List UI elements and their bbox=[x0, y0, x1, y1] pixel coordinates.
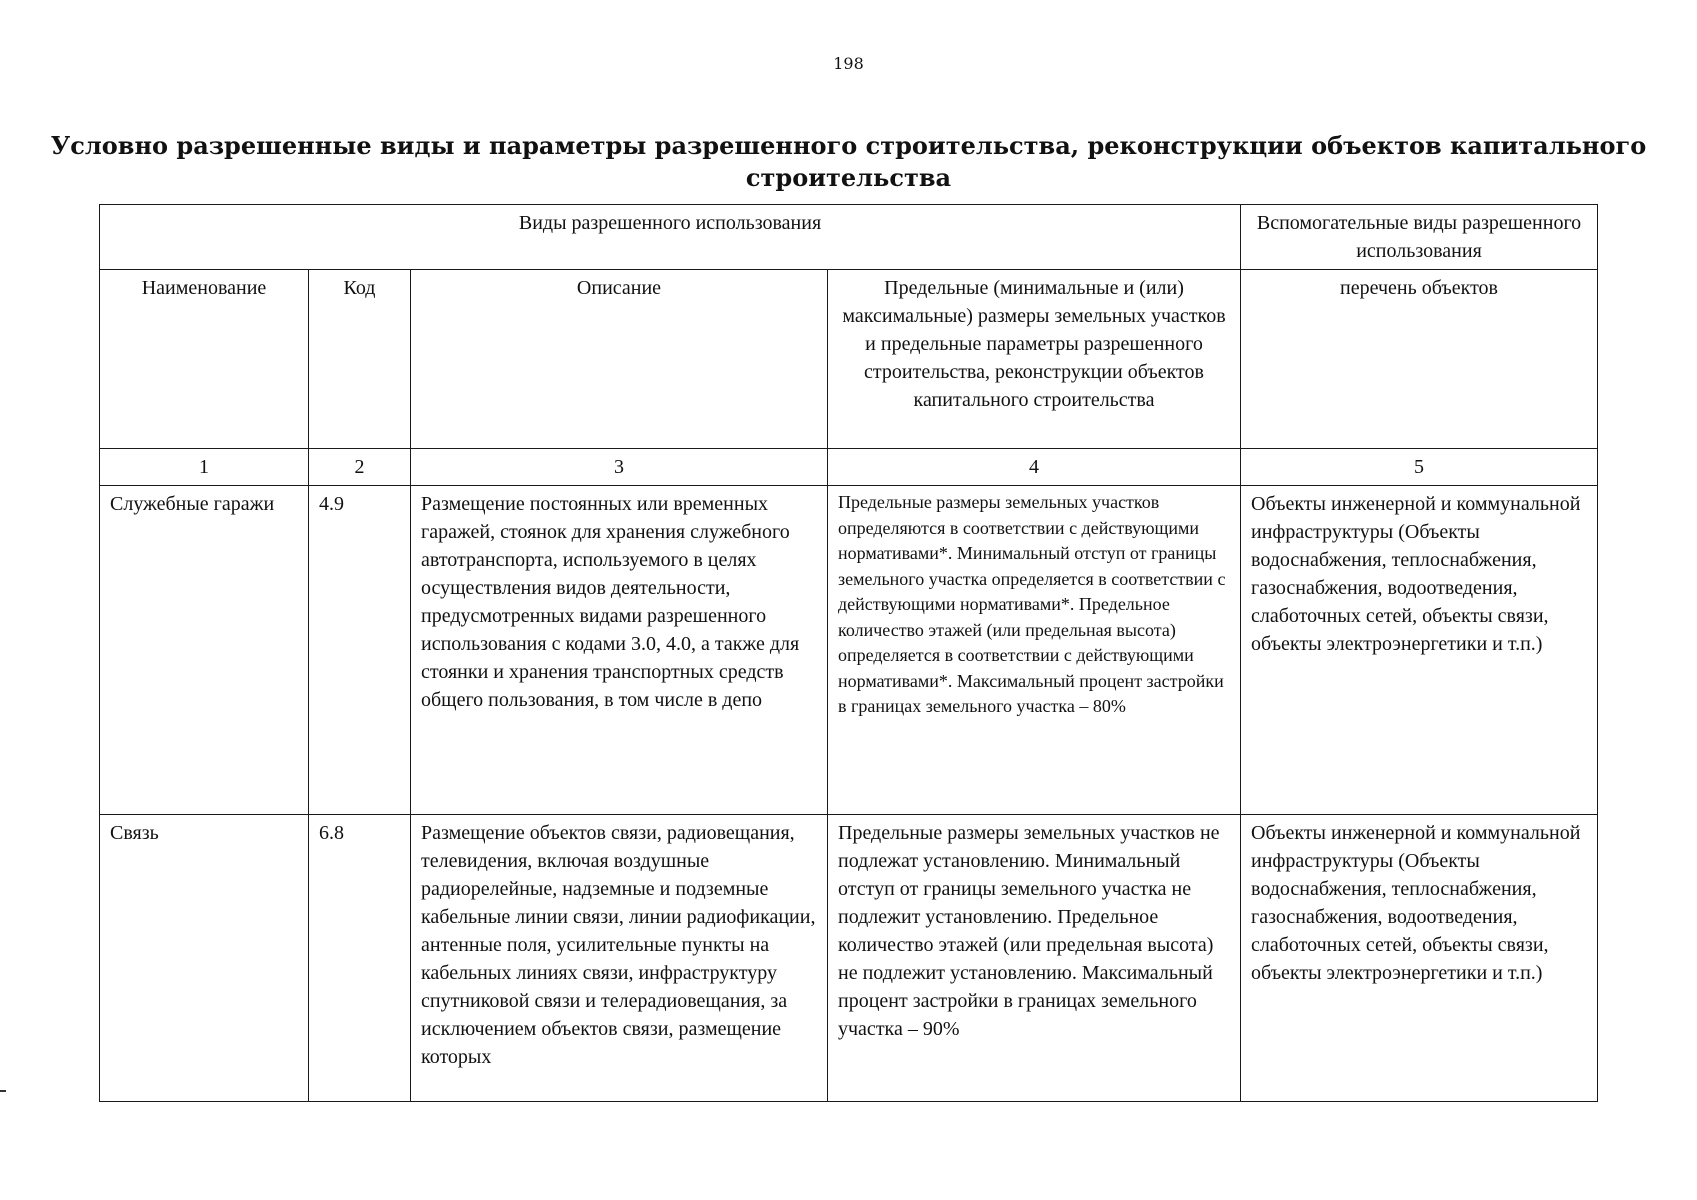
column-number-row bbox=[100, 449, 1598, 486]
table-row bbox=[100, 815, 1598, 1102]
column-header-limits: Предельные (минимальные и (или) максимальные) размеры земельных участков и предельные параметры разрешенного строительства, реконструкции объектов капитального строительства bbox=[828, 270, 1241, 449]
column-number: 1 bbox=[100, 449, 309, 486]
column-number: 2 bbox=[309, 449, 411, 486]
column-number: 3 bbox=[411, 449, 828, 486]
column-number: 4 bbox=[828, 449, 1241, 486]
table-row bbox=[100, 486, 1598, 815]
scan-artifact bbox=[0, 1090, 6, 1092]
row-code: 4.9 bbox=[309, 486, 411, 815]
row-name: Связь bbox=[100, 815, 309, 1102]
column-header-description: Описание bbox=[411, 270, 828, 449]
column-header-row bbox=[100, 270, 1598, 449]
row-objects: Объекты инженерной и коммунальной инфраструктуры (Объекты водоснабжения, теплоснабжения, газоснабжения, водоотведения, слаботочных сетей, объекты связи, объекты электроэнергетики и т.п.) bbox=[1241, 815, 1598, 1102]
page-number: 198 bbox=[833, 54, 864, 73]
group-header-row bbox=[100, 205, 1598, 270]
column-header-objects: перечень объектов bbox=[1241, 270, 1598, 449]
column-header-name: Наименование bbox=[100, 270, 309, 449]
row-limits: Предельные размеры земельных участков определяются в соответствии с действующими нормативами*. Минимальный отступ от границы земельного участка определяется в соответствии с действующими нормативами*. Предельное количество этажей (или предельная высота) определяется в соответствии с действующими нормативами*. Максимальный процент застройки в границах земельного участка – 80% bbox=[828, 486, 1241, 815]
row-objects: Объекты инженерной и коммунальной инфраструктуры (Объекты водоснабжения, теплоснабжения, газоснабжения, водоотведения, слаботочных сетей, объекты связи, объекты электроэнергетики и т.п.) bbox=[1241, 486, 1598, 815]
row-code: 6.8 bbox=[309, 815, 411, 1102]
row-description: Размещение объектов связи, радиовещания, телевидения, включая воздушные радиорелейные, надземные и подземные кабельные линии связи, линии радиофикации, антенные поля, усилительные пункты на кабельных линиях связи, инфраструктуру спутниковой связи и телерадиовещания, за исключением объектов связи, размещение которых bbox=[411, 815, 828, 1102]
column-number: 5 bbox=[1241, 449, 1598, 486]
row-limits: Предельные размеры земельных участков не подлежат установлению. Минимальный отступ от границы земельного участка не подлежит установлению. Предельное количество этажей (или предельная высота) не подлежит установлению. Максимальный процент застройки в границах земельного участка – 90% bbox=[828, 815, 1241, 1102]
page-title: Условно разрешенные виды и параметры разрешенного строительства, реконструкции объектов капитального строительства bbox=[50, 131, 1647, 192]
row-description: Размещение постоянных или временных гаражей, стоянок для хранения служебного автотранспорта, используемого в целях осуществления видов деятельности, предусмотренных видами разрешенного использования с кодами 3.0, 4.0, а также для стоянки и хранения транспортных средств общего пользования, в том числе в депо bbox=[411, 486, 828, 815]
row-name: Служебные гаражи bbox=[100, 486, 309, 815]
column-header-code: Код bbox=[309, 270, 411, 449]
land-use-table bbox=[99, 204, 1598, 1102]
group-header-main: Виды разрешенного использования bbox=[100, 205, 1241, 270]
group-header-auxiliary: Вспомогательные виды разрешенного использования bbox=[1241, 205, 1598, 270]
